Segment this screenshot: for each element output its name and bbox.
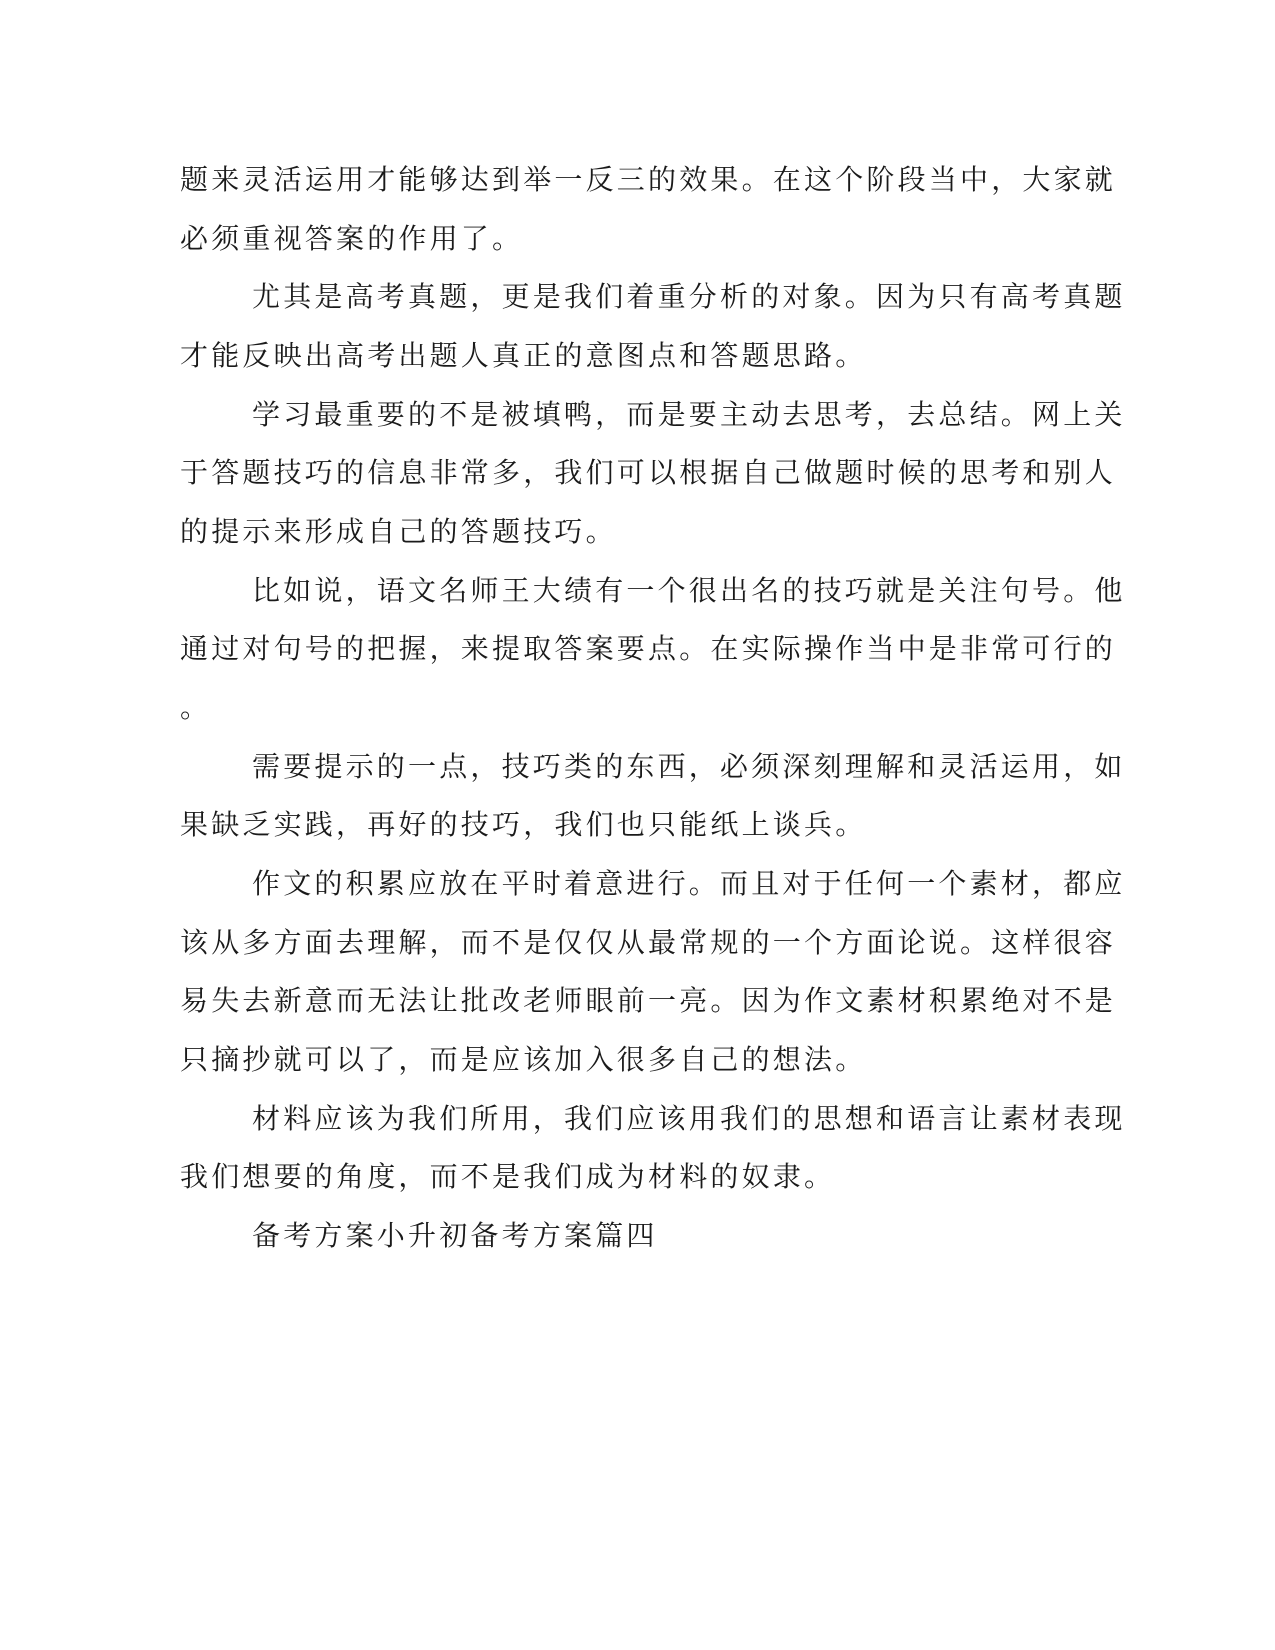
paragraph-start-line: 作文的积累应放在平时着意进行。而且对于任何一个素材，都应 [252, 867, 1126, 900]
text-line: 该从多方面去理解，而不是仅仅从最常规的一个方面论说。这样很容 [180, 926, 1117, 959]
paragraph-start-line: 学习最重要的不是被填鸭，而是要主动去思考，去总结。网上关 [252, 398, 1126, 431]
text-line: 才能反映出高考出题人真正的意图点和答题思路。 [180, 339, 867, 372]
section-heading: 备考方案小升初备考方案篇四 [252, 1219, 658, 1252]
text-line: 我们想要的角度，而不是我们成为材料的奴隶。 [180, 1160, 836, 1193]
text-line: 通过对句号的把握，来提取答案要点。在实际操作当中是非常可行的 [180, 632, 1117, 665]
text-line: 只摘抄就可以了，而是应该加入很多自己的想法。 [180, 1043, 867, 1076]
paragraph-start-line: 尤其是高考真题，更是我们着重分析的对象。因为只有高考真题 [252, 280, 1126, 313]
text-line: 于答题技巧的信息非常多，我们可以根据自己做题时候的思考和别人 [180, 456, 1117, 489]
text-line: 易失去新意而无法让批改老师眼前一亮。因为作文素材积累绝对不是 [180, 984, 1117, 1017]
text-line: 必须重视答案的作用了。 [180, 222, 524, 255]
text-line: 的提示来形成自己的答题技巧。 [180, 515, 617, 548]
paragraph-start-line: 材料应该为我们所用，我们应该用我们的思想和语言让素材表现 [252, 1102, 1126, 1135]
paragraph-start-line: 比如说，语文名师王大绩有一个很出名的技巧就是关注句号。他 [252, 574, 1126, 607]
text-line: 果缺乏实践，再好的技巧，我们也只能纸上谈兵。 [180, 808, 867, 841]
text-line: 题来灵活运用才能够达到举一反三的效果。在这个阶段当中，大家就 [180, 163, 1117, 196]
paragraph-start-line: 需要提示的一点，技巧类的东西，必须深刻理解和灵活运用，如 [252, 750, 1126, 783]
text-line: 。 [180, 691, 212, 724]
